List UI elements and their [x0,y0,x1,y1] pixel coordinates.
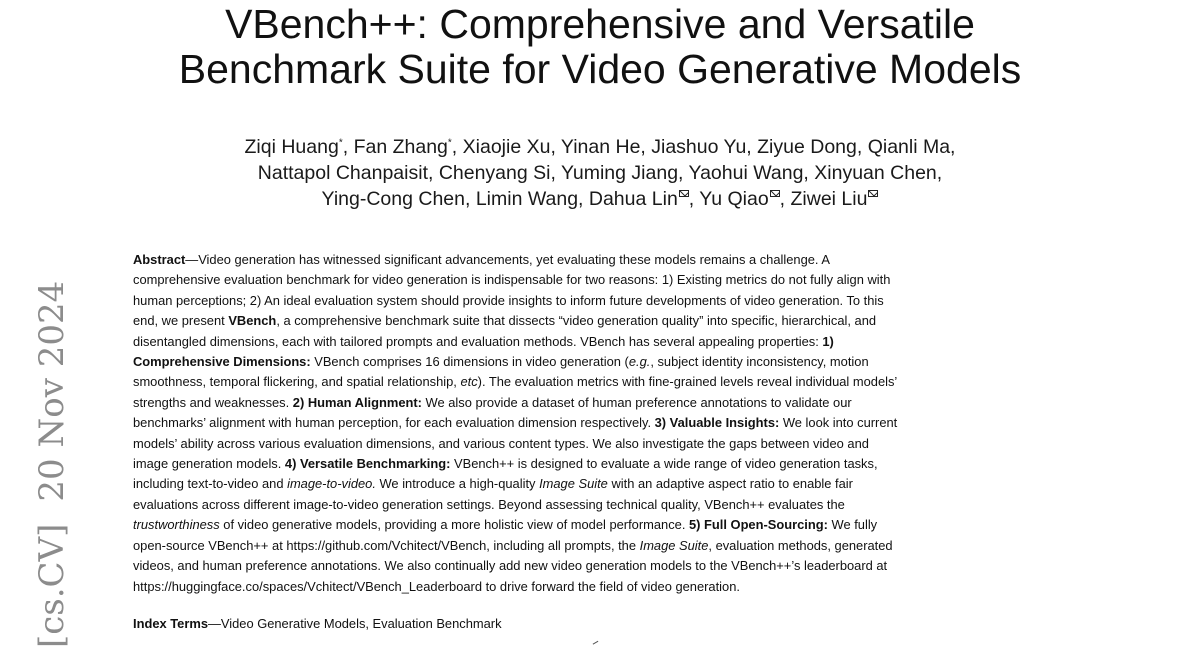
abstract-line: videos, and human preference annotations. We also continually add new video generation models to the VBench++’s leaderboard at [133,558,888,574]
abstract-text: , evaluation methods, generated [708,537,893,553]
equal-contribution-mark: * [447,137,452,149]
abstract [133,250,1073,597]
author-name: , Ziwei Liu [779,188,868,210]
author-names: , Xiaojie Xu, Yinan He, Jiashuo Yu, Ziyue Dong, Qianli Ma, [451,136,956,158]
abstract-italic: Image Suite [639,537,709,553]
abstract-text: We look into current [779,415,898,431]
author-list [0,134,1200,212]
abstract-text: , subject identity inconsistency, motion [650,354,869,370]
abstract-label: Abstract [133,252,186,267]
abstract-emphasis: 2) Human Alignment: [292,394,422,410]
abstract-line [133,413,1073,433]
abstract-line [133,474,1073,494]
abstract-emphasis: 5) Full Open-Sourcing: [689,517,828,533]
abstract-text: including text-to-video and [133,476,288,492]
author-names: Ying-Cong Chen, Limin Wang, Dahua Lin [321,188,678,210]
abstract-text: disentangled dimensions, each with tailored prompts and evaluation methods. VBench has several appealing properties: [133,333,823,349]
abstract-emphasis: Comprehensive Dimensions: [133,354,311,370]
author-line-3 [0,186,1200,212]
abstract-text: with an adaptive aspect ratio to enable fair [607,476,853,492]
abstract-text: VBench comprises 16 dimensions in video generation ( [310,354,629,370]
abstract-line: human perceptions; 2) An ideal evaluation system should provide insights to inform future developments of video generation. To this [133,292,884,308]
author-line-2: Nattapol Chanpaisit, Chenyang Si, Yuming Jiang, Yaohui Wang, Xinyuan Chen, [257,162,943,184]
abstract-line [133,311,1073,331]
abstract-text: ). The evaluation metrics with fine-grained levels reveal individual models’ [477,374,898,390]
abstract-italic: etc [460,374,478,390]
abstract-text: We also provide a dataset of human preference annotations to validate our [421,394,852,410]
abstract-line: comprehensive evaluation benchmark for video generation is indispensable for two reasons: 1) Existing metrics do not fully align with [133,272,891,288]
envelope-icon [770,190,780,197]
abstract-text: VBench++ is designed to evaluate a wide range of video generation tasks, [450,456,878,472]
abstract-text: open-source VBench++ at https://github.com/Vchitect/VBench, including all prompts, the [133,537,640,553]
abstract-line: https://huggingface.co/spaces/Vchitect/VBench_Leaderboard to drive forward the field of video generation. [133,578,740,594]
abstract-line [133,515,1073,535]
title-line-1: VBench++: Comprehensive and Versatile [225,1,975,47]
abstract-emphasis: 4) Versatile Benchmarking: [284,456,451,472]
abstract-line [133,454,1073,474]
abstract-text: , a comprehensive benchmark suite that dissects “video generation quality” into specific, hierarchical, and [276,313,877,329]
equal-contribution-mark: * [338,137,343,149]
abstract-text: We introduce a high-quality [375,476,540,492]
author-name: , Fan Zhang [342,136,448,158]
arxiv-category: [cs.CV] [32,523,72,648]
abstract-line: evaluations across different image-to-video generation settings. Beyond assessing technical quality, VBench++ evaluates the [133,496,845,512]
arxiv-side-stamp [30,281,74,648]
author-name: Ziqi Huang [244,136,339,158]
abstract-emphasis: VBench [228,313,277,329]
abstract-italic: trustworthiness [133,517,220,533]
footnote-mark [593,641,600,647]
index-terms-label: Index Terms [133,616,208,631]
envelope-icon [868,190,878,197]
abstract-italic: Image Suite [539,476,608,492]
abstract-line [133,372,1073,392]
abstract-text: We fully [827,517,878,533]
abstract-italic: e.g. [628,354,651,370]
abstract-text: image generation models. [133,456,285,472]
abstract-line [133,250,1073,270]
abstract-line: models’ ability across various evaluation dimensions, and various content types. We also investigate the gaps between video and [133,435,869,451]
abstract-line [133,332,1073,352]
abstract-text: smoothness, temporal flickering, and spatial relationship, [133,374,461,390]
abstract-emphasis: 3) Valuable Insights: [654,415,780,431]
arxiv-date: 20 Nov 2024 [32,280,72,502]
abstract-text: benchmarks’ alignment with human perception, for each evaluation dimension respectively. [133,415,655,431]
abstract-line [133,352,1073,372]
abstract-emphasis: 1) [822,333,834,349]
author-name: , Yu Qiao [688,188,769,210]
abstract-text: end, we present [133,313,229,329]
envelope-icon [679,190,689,197]
abstract-line [133,393,1073,413]
abstract-italic: image-to-video. [287,476,376,492]
paper-title [0,2,1200,92]
abstract-line [133,536,1073,556]
index-terms-text: —Video Generative Models, Evaluation Benchmark [207,616,502,631]
author-line-1 [0,134,1200,160]
title-line-2: Benchmark Suite for Video Generative Models [178,46,1022,92]
abstract-text: —Video generation has witnessed significant advancements, yet evaluating these models remains a challenge. A [185,252,830,267]
index-terms [133,614,502,634]
abstract-text: strengths and weaknesses. [133,394,293,410]
abstract-text: of video generative models, providing a more holistic view of model performance. [219,517,689,533]
